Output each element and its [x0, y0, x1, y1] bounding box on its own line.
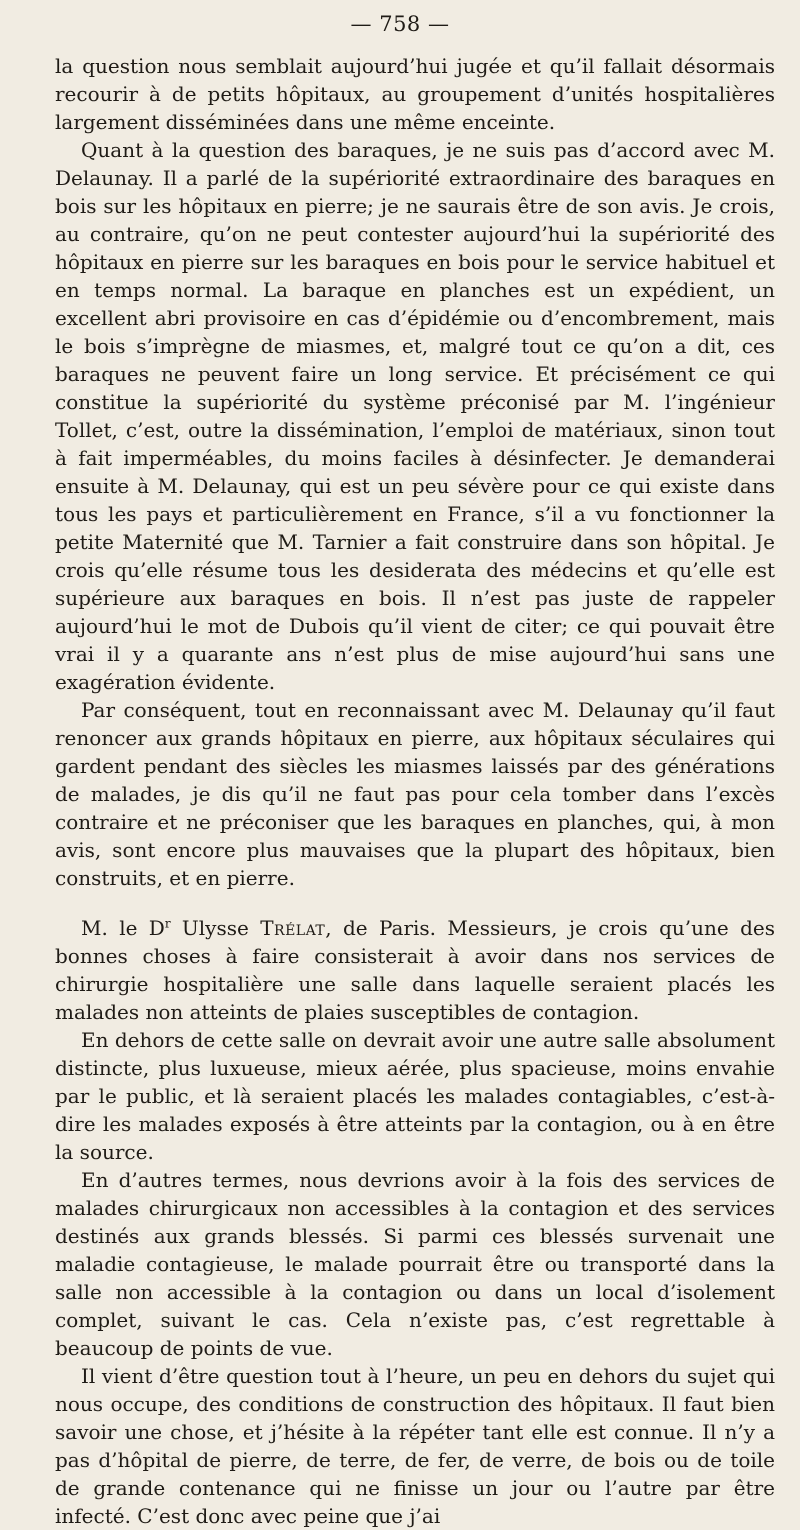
paragraph-trelat-intro: [55, 914, 775, 1026]
speaker-text: , de Paris. Messieurs, je crois qu’une des bonnes choses à faire consisterait à avoir dans nos services de chirurgie hospitalière une salle dans laquelle seraient placés les malades non atteints de plaies susceptibles de contagion.: [55, 916, 775, 1024]
paragraph-baraques: Quant à la question des baraques, je ne suis pas d’accord avec M. Delaunay. Il a parlé de la supériorité extraordinaire des baraques en bois sur les hôpitaux en pierre; je ne saurais être de son avis. Je crois, au contraire, qu’on ne peut contester aujourd’hui la supériorité des hôpitaux en pierre sur les baraques en bois pour le service habituel et en temps normal. La baraque en planches est un expédient, un excellent abri provisoire en cas d’épidémie ou d’encombrement, mais le bois s’imprègne de miasmes, et, malgré tout ce qu’on a dit, ces baraques ne peuvent faire un long service. Et précisément ce qui constitue la supériorité du système préconisé par M. l’ingénieur Tollet, c’est, outre la dissémination, l’emploi de matériaux, sinon tout à fait imperméables, du moins faciles à désinfecter. Je demanderai ensuite à M. Delaunay, qui est un peu sévère pour ce qui existe dans tous les pays et particulièrement en France, s’il a vu fonctionner la petite Maternité que M. Tarnier a fait construire dans son hôpital. Je crois qu’elle résume tous les desiderata des médecins et qu’elle est supérieure aux baraques en bois. Il n’est pas juste de rappeler aujourd’hui le mot de Dubois qu’il vient de citer; ce qui pouvait être vrai il y a quarante ans n’est plus de mise aujourd’hui sans une exagération évidente.: [55, 138, 775, 694]
speaker-surname: Trélat: [260, 916, 326, 940]
paragraph-continuation: la question nous semblait aujourd’hui jugée et qu’il fallait désormais recourir à de petits hôpitaux, au groupement d’unités hospitalières largement disséminées dans une même enceinte.: [55, 54, 775, 134]
speaker-prefix: M. le D: [81, 916, 165, 940]
paragraph-construction: Il vient d’être question tout à l’heure, un peu en dehors du sujet qui nous occupe, des conditions de construction des hôpitaux. Il faut bien savoir une chose, et j’hésite à la répéter tant elle est connue. Il n’y a pas d’hôpital de pierre, de terre, de fer, de verre, de bois ou de toile de grande contenance qui ne finisse un jour ou l’autre par être infecté. C’est donc avec peine que j’ai: [55, 1364, 775, 1528]
speaker-title-sup: r: [164, 916, 171, 931]
paragraph-salle-distincte: En dehors de cette salle on devrait avoir une autre salle absolument distincte, plus luxueuse, mieux aérée, plus spacieuse, moins envahie par le public, et là seraient placés les malades contagiables, c’est-à-dire les malades exposés à être atteints par la contagion, ou à en être la source.: [55, 1028, 775, 1164]
paragraph-services: En d’autres termes, nous devrions avoir à la fois des services de malades chirurgicaux non accessibles à la contagion et des services destinés aux grands blessés. Si parmi ces blessés survenait une maladie contagieuse, le malade pourrait être ou transporté dans la salle non accessible à la contagion ou dans un local d’isolement complet, suivant le cas. Cela n’existe pas, c’est regrettable à beaucoup de points de vue.: [55, 1168, 775, 1360]
paragraph-consequence: Par conséquent, tout en reconnaissant avec M. Delaunay qu’il faut renoncer aux grands hôpitaux en pierre, aux hôpitaux séculaires qui gardent pendant des siècles les miasmes laissés par des générations de malades, je dis qu’il ne faut pas pour cela tomber dans l’excès contraire et ne préconiser que les baraques en planches, qui, à mon avis, sont encore plus mauvaises que la plupart des hôpitaux, bien construits, et en pierre.: [55, 698, 775, 890]
page-body: [55, 52, 775, 1530]
page-number: — 758 —: [350, 12, 450, 36]
speaker-given-name: Ulysse: [170, 916, 261, 940]
